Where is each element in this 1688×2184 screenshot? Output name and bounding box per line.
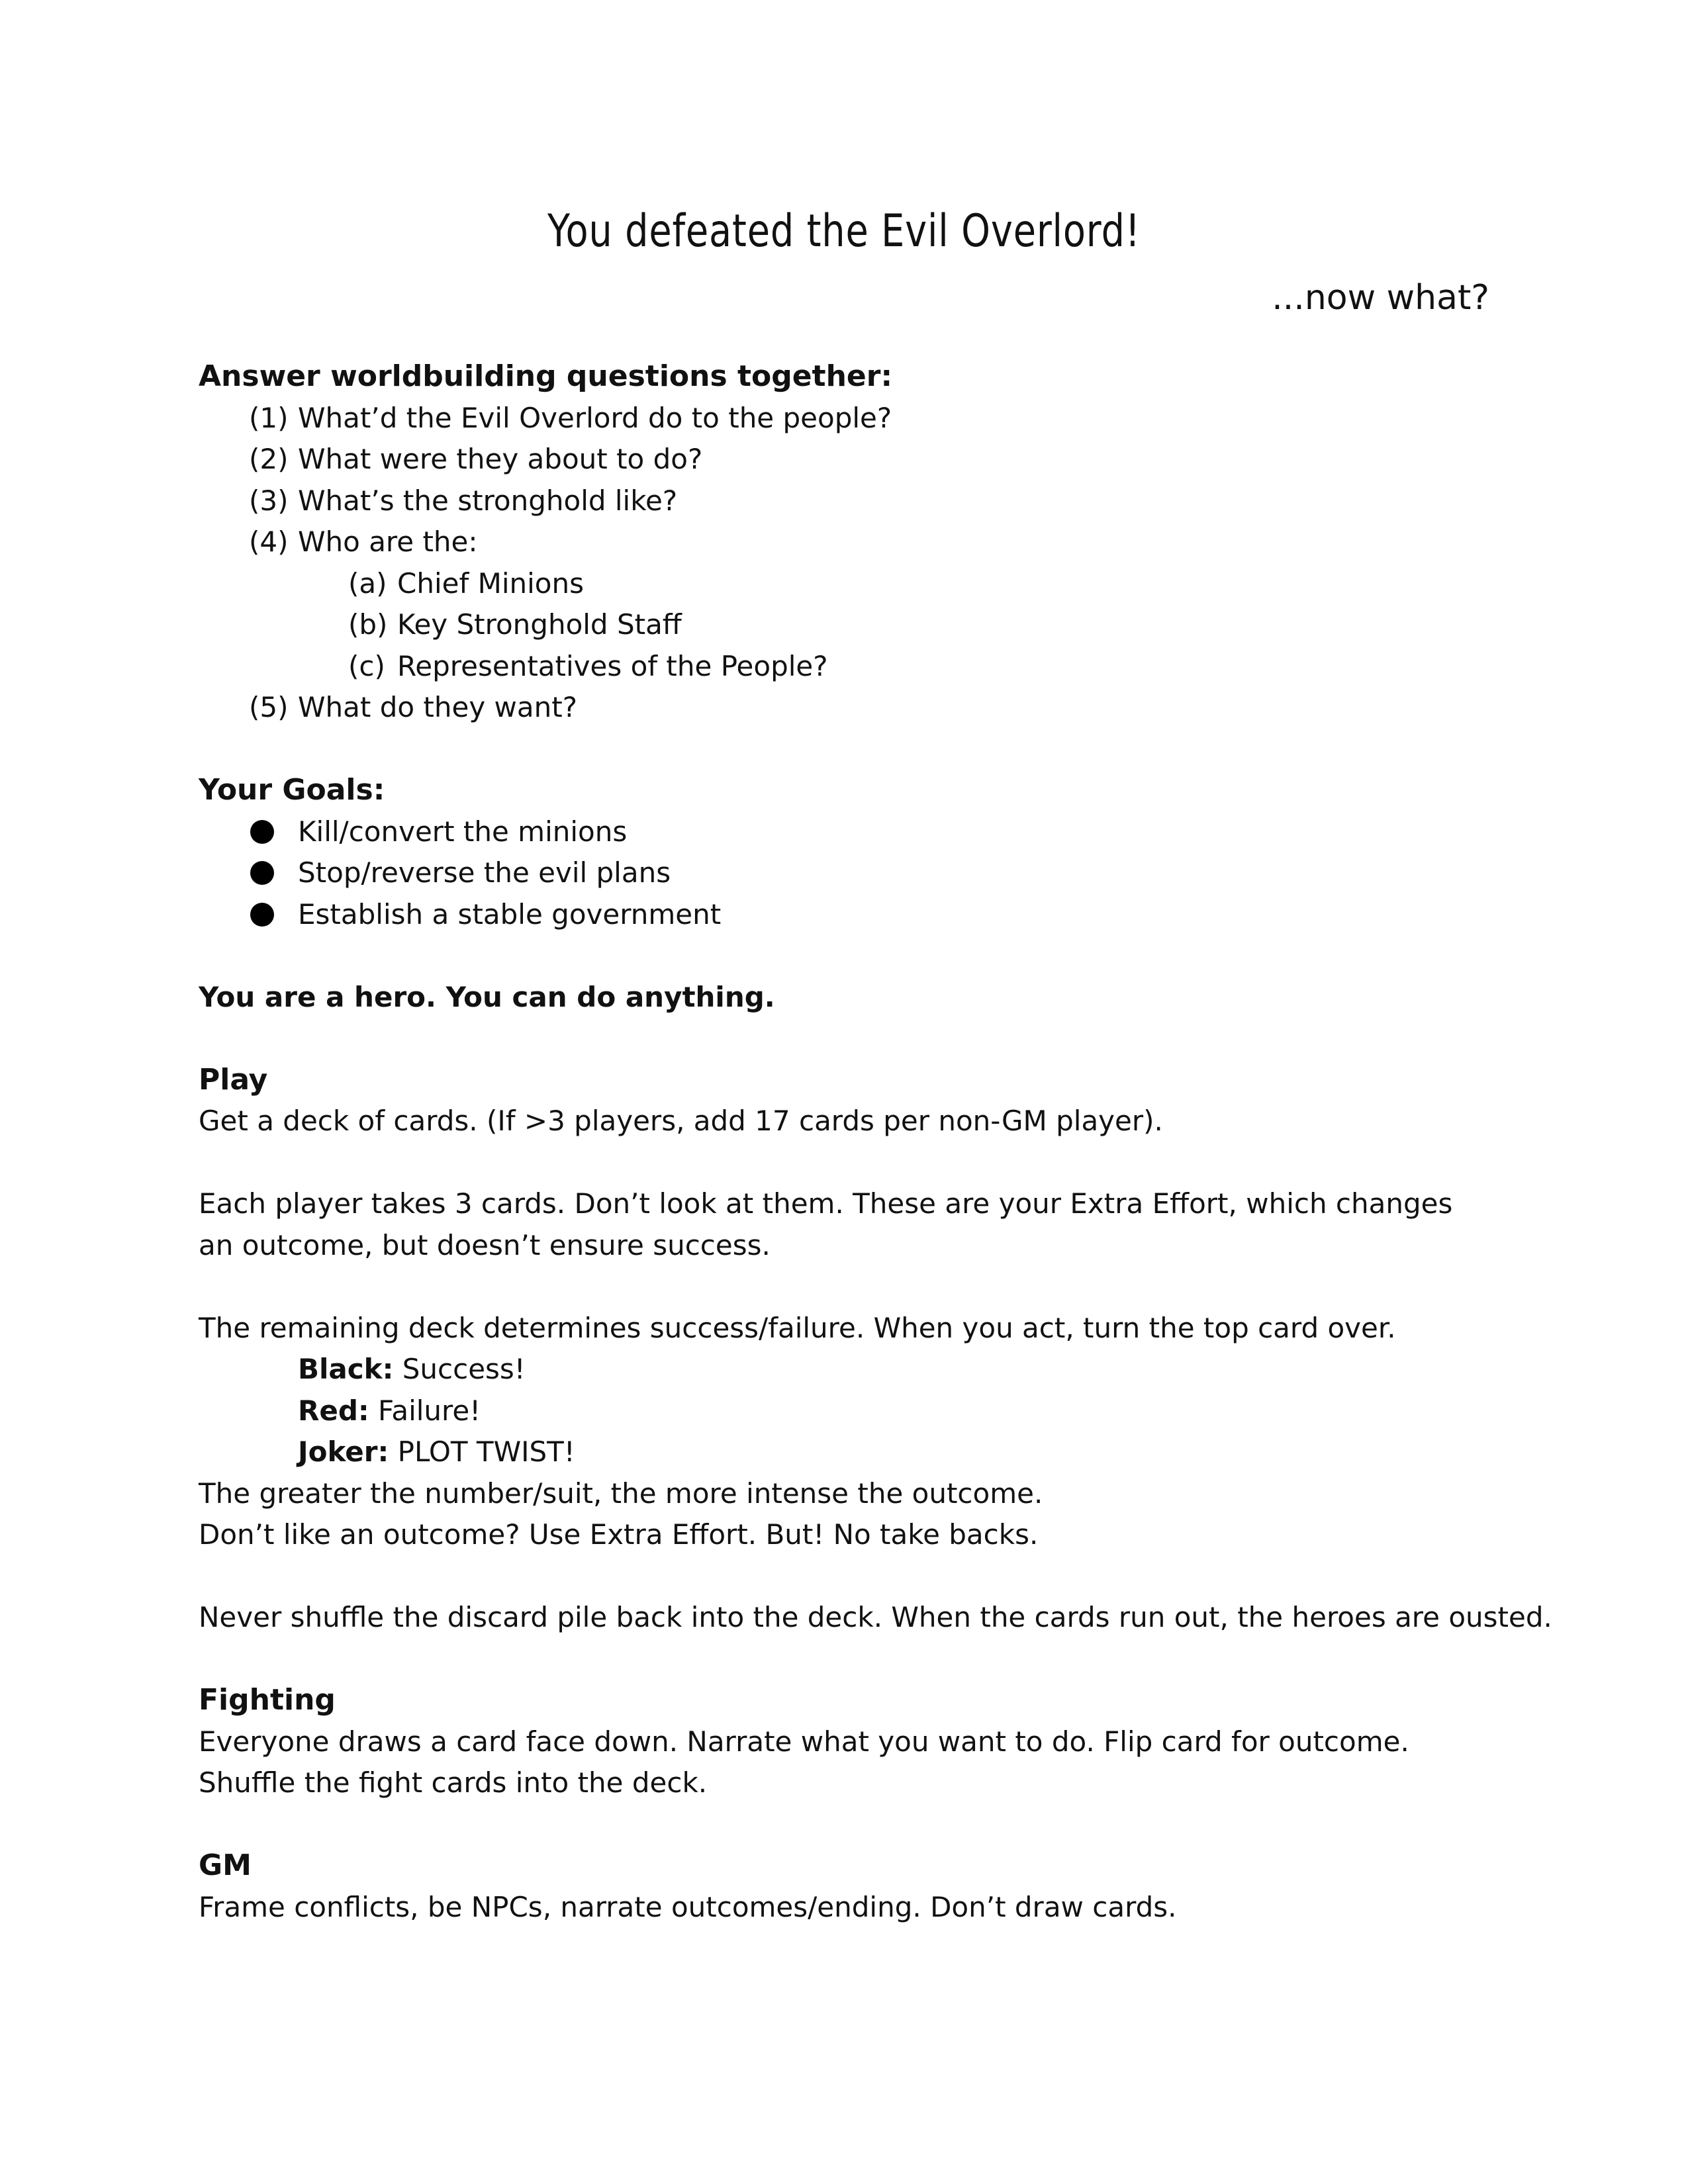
spacer	[199, 935, 1489, 977]
remaining-deck-text: The remaining deck determines success/failure. When you act, turn the top card over.	[199, 1311, 1396, 1344]
goals-heading: Your Goals:	[199, 773, 385, 807]
list-item	[199, 439, 1489, 480]
goal-text: Establish a stable government	[298, 897, 722, 931]
list-item-text: What’d the Evil Overlord do to the people?	[298, 401, 892, 434]
list-item-text: Chief Minions	[397, 567, 584, 600]
intensity-text: The greater the number/suit, the more intense the outcome.	[199, 1477, 1043, 1510]
card-rule-label: Black:	[298, 1353, 394, 1385]
list-marker: (2)	[249, 443, 289, 475]
spacer	[199, 729, 1489, 770]
card-rule-label: Joker:	[298, 1435, 389, 1468]
goal-item	[199, 811, 1489, 853]
spacer	[199, 1639, 1489, 1680]
card-rule-red	[199, 1390, 1489, 1432]
hero-statement: You are a hero. You can do anything.	[199, 980, 775, 1013]
card-rule-label: Red:	[298, 1394, 369, 1427]
card-rule-text: Success!	[402, 1353, 526, 1385]
fighting-text: Shuffle the fight cards into the deck.	[199, 1766, 708, 1799]
list-item-text: Who are the:	[298, 525, 478, 558]
page-subtitle: ...now what?	[1272, 278, 1489, 318]
gm-text: Frame conflicts, be NPCs, narrate outcomes/ending. Don’t draw cards.	[199, 1890, 1177, 1923]
sub-list-item	[199, 646, 1489, 688]
list-item-text: Representatives of the People?	[397, 649, 828, 682]
list-marker: (b)	[348, 608, 388, 641]
list-item-text: What were they about to do?	[298, 443, 703, 475]
bullet-icon	[250, 820, 274, 844]
worldbuilding-heading: Answer worldbuilding questions together:	[199, 359, 893, 393]
list-marker: (a)	[348, 567, 387, 600]
goal-text: Stop/reverse the evil plans	[298, 856, 671, 889]
list-marker: (5)	[249, 691, 289, 723]
list-item	[199, 398, 1489, 439]
fighting-text: Everyone draws a card face down. Narrate what you want to do. Flip card for outcome.	[199, 1725, 1409, 1758]
gm-heading: GM	[199, 1848, 252, 1882]
list-item-text: What do they want?	[298, 691, 578, 723]
list-marker: (c)	[348, 649, 385, 682]
spacer	[199, 1142, 1489, 1184]
bullet-icon	[250, 861, 274, 885]
list-item	[199, 687, 1489, 729]
deck-instruction: Get a deck of cards. (If >3 players, add 17 cards per non-GM player).	[199, 1105, 1163, 1137]
list-item-text: Key Stronghold Staff	[397, 608, 682, 641]
fighting-heading: Fighting	[199, 1683, 336, 1717]
goal-item	[199, 852, 1489, 894]
spacer	[199, 1266, 1489, 1308]
card-rule-text: PLOT TWIST!	[397, 1435, 575, 1468]
takebacks-text: Don’t like an outcome? Use Extra Effort. But! No take backs.	[199, 1518, 1039, 1551]
card-rule-black	[199, 1349, 1489, 1390]
discard-text: Never shuffle the discard pile back into the deck. When the cards run out, the heroes are ousted.	[199, 1601, 1552, 1633]
rules-page	[199, 192, 1552, 1928]
list-marker: (1)	[249, 401, 289, 434]
spacer	[199, 1018, 1489, 1060]
spacer	[199, 1556, 1489, 1598]
list-item-text: What’s the stronghold like?	[298, 484, 678, 517]
play-heading: Play	[199, 1062, 268, 1097]
card-rule-joker	[199, 1432, 1489, 1473]
spacer	[199, 1804, 1489, 1846]
sub-list-item	[199, 563, 1489, 605]
card-rule-text: Failure!	[378, 1394, 481, 1427]
goal-item	[199, 894, 1489, 936]
rules-body	[199, 356, 1552, 1928]
goal-text: Kill/convert the minions	[298, 815, 628, 848]
bullet-icon	[250, 903, 274, 927]
sub-list-item	[199, 604, 1489, 646]
list-marker: (4)	[249, 525, 289, 558]
extra-effort-text: Each player takes 3 cards. Don’t look at them. These are your Extra Effort, which changes an outcome, but doesn’t ensure success.	[199, 1187, 1453, 1261]
list-item	[199, 480, 1489, 522]
list-item	[199, 522, 1489, 563]
page-title: You defeated the Evil Overlord!	[547, 205, 1141, 257]
list-marker: (3)	[249, 484, 289, 517]
